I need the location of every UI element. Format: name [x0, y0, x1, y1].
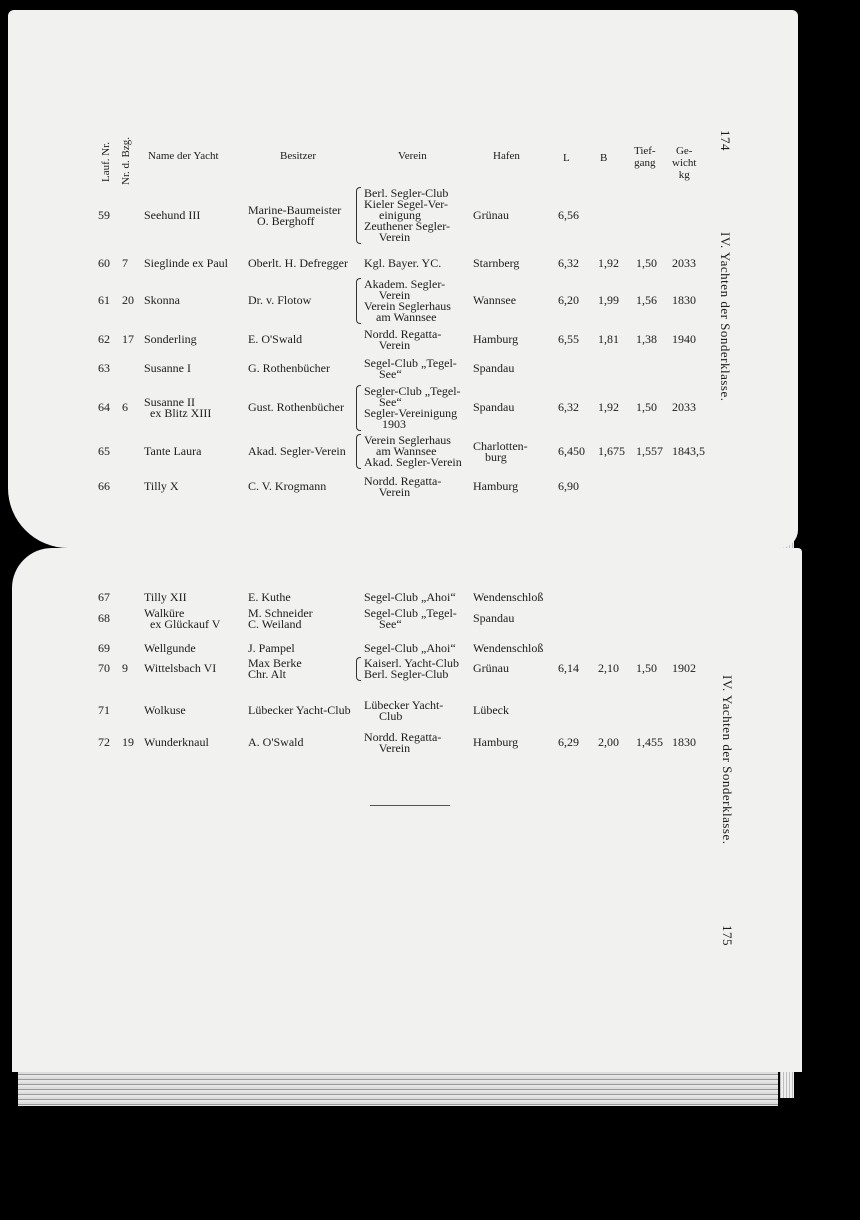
top-row-63-nr: 63	[98, 361, 110, 375]
top-row-62-name: Sonderling	[144, 332, 197, 346]
top-row-59-nr: 59	[98, 208, 110, 222]
top-row-60-tief: 1,50	[636, 256, 657, 270]
top-row-61-b: 1,99	[598, 293, 619, 307]
bottom-row-70-l: 6,14	[558, 661, 579, 675]
bottom-row-72-name: Wunderknaul	[144, 735, 209, 749]
top-row-64-hafen: Spandau	[473, 400, 515, 414]
top-row-61-tief: 1,56	[636, 293, 657, 307]
header-hafen: Hafen	[493, 150, 520, 162]
top-row-63-name: Susanne I	[144, 361, 191, 375]
top-row-61-nr: 61	[98, 293, 110, 307]
bottom-row-68-besitzer: M. Schneider C. Weiland	[248, 605, 313, 631]
top-row-59-name: Seehund III	[144, 208, 201, 222]
top-row-61-hafen: Wannsee	[473, 293, 517, 307]
bottom-row-68-hafen: Spandau	[473, 611, 515, 625]
bottom-row-70-gew: 1902	[672, 661, 696, 675]
top-row-66-besitzer: C. V. Krogmann	[248, 479, 327, 493]
top-row-65-hafen: Charlotten- burg	[473, 438, 528, 464]
bottom-row-71-nr: 71	[98, 703, 110, 717]
top-row-60-hafen: Starnberg	[473, 256, 520, 270]
bottom-row-68-name: Walküre ex Glückauf V	[144, 605, 221, 631]
header-name: Name der Yacht	[148, 150, 219, 162]
top-row-65-name: Tante Laura	[144, 444, 202, 458]
bottom-row-72-gew: 1830	[672, 735, 696, 749]
running-head-174: IV. Yachten der Sonderklasse.	[718, 232, 733, 402]
bottom-row-72-nr: 72	[98, 735, 110, 749]
bottom-row-67-name: Tilly XII	[144, 590, 187, 604]
top-row-62-hafen: Hamburg	[473, 332, 519, 346]
bottom-row-69-hafen: Wendenschloß	[473, 641, 544, 655]
top-row-66-verein: Nordd. Regatta- Verein	[364, 473, 442, 499]
header-besitzer: Besitzer	[280, 150, 317, 162]
bottom-row-71-name: Wolkuse	[144, 703, 186, 717]
bottom-row-72-bzg: 19	[122, 735, 134, 749]
top-row-64-besitzer: Gust. Rothenbücher	[248, 400, 344, 414]
running-head-175: IV. Yachten der Sonderklasse.	[720, 675, 735, 845]
bottom-row-70-besitzer: Max Berke Chr. Alt	[248, 655, 302, 681]
bottom-row-69-name: Wellgunde	[144, 641, 196, 655]
bottom-row-69-besitzer: J. Pampel	[248, 641, 295, 655]
top-row-60-b: 1,92	[598, 256, 619, 270]
top-row-62-gew: 1940	[672, 332, 696, 346]
top-row-60-l: 6,32	[558, 256, 579, 270]
page-number-174: 174	[718, 130, 733, 151]
top-row-60-verein: Kgl. Bayer. YC.	[364, 256, 442, 270]
bottom-row-72-verein: Nordd. Regatta- Verein	[364, 729, 442, 755]
top-row-60-nr: 60	[98, 256, 110, 270]
bottom-row-70-hafen: Grünau	[473, 661, 509, 675]
top-row-65-verein: Verein Seglerhaus am Wannsee Akad. Segler-Verein	[364, 433, 462, 469]
header-nr-bzg: Nr. d. Bzg.	[120, 137, 132, 185]
top-row-61-bzg: 20	[122, 293, 134, 307]
top-brace-61	[356, 278, 361, 324]
bottom-row-67-verein: Segel-Club „Ahoi“	[364, 590, 456, 604]
top-row-62-nr: 62	[98, 332, 110, 346]
top-row-62-l: 6,55	[558, 332, 579, 346]
end-rule	[370, 805, 450, 806]
top-row-61-name: Skonna	[144, 293, 180, 307]
bottom-row-69-nr: 69	[98, 641, 110, 655]
top-row-65-tief: 1,557	[636, 444, 663, 458]
top-row-65-nr: 65	[98, 444, 110, 458]
top-row-65-b: 1,675	[598, 444, 625, 458]
top-brace-65	[356, 434, 361, 469]
top-row-62-b: 1,81	[598, 332, 619, 346]
bottom-brace-70	[356, 657, 361, 681]
top-brace-64	[356, 385, 361, 431]
header-l: L	[563, 152, 570, 164]
bottom-row-70-name: Wittelsbach VI	[144, 661, 217, 675]
top-row-64-name: Susanne II ex Blitz XIII	[144, 394, 212, 420]
bottom-row-72-hafen: Hamburg	[473, 735, 519, 749]
bottom-row-71-hafen: Lübeck	[473, 703, 509, 717]
top-row-60-gew: 2033	[672, 256, 696, 270]
header-gewicht: Ge- wicht kg	[672, 145, 697, 181]
bottom-row-72-tief: 1,455	[636, 735, 663, 749]
top-row-59-hafen: Grünau	[473, 208, 509, 222]
top-row-66-nr: 66	[98, 479, 110, 493]
header-tiefgang: Tief- gang	[634, 145, 656, 169]
top-row-61-l: 6,20	[558, 293, 579, 307]
top-row-63-besitzer: G. Rothenbücher	[248, 361, 330, 375]
bottom-row-67-nr: 67	[98, 590, 110, 604]
top-row-64-verein: Segler-Club „Tegel- See“ Segler-Vereinigung 1903	[364, 383, 461, 431]
top-row-64-gew: 2033	[672, 400, 696, 414]
bottom-row-72-b: 2,00	[598, 735, 619, 749]
header-verein: Verein	[398, 150, 427, 162]
bottom-row-70-nr: 70	[98, 661, 110, 675]
bottom-row-68-verein: Segel-Club „Tegel- See“	[364, 605, 457, 631]
top-row-62-tief: 1,38	[636, 332, 657, 346]
page-number-175: 175	[720, 925, 735, 946]
bottom-row-71-besitzer: Lübecker Yacht-Club	[248, 703, 351, 717]
top-row-60-name: Sieglinde ex Paul	[144, 256, 228, 270]
top-row-60-bzg: 7	[122, 256, 128, 270]
top-row-61-gew: 1830	[672, 293, 696, 307]
bottom-row-71-verein: Lübecker Yacht- Club	[364, 697, 444, 723]
bottom-row-68-nr: 68	[98, 611, 110, 625]
top-row-65-besitzer: Akad. Segler-Verein	[248, 444, 346, 458]
bottom-row-72-besitzer: A. O'Swald	[248, 735, 304, 749]
top-row-64-l: 6,32	[558, 400, 579, 414]
bottom-row-70-tief: 1,50	[636, 661, 657, 675]
top-brace-59	[356, 187, 361, 244]
header-b: B	[600, 152, 608, 164]
top-row-63-verein: Segel-Club „Tegel- See“	[364, 355, 457, 381]
header-lauf-nr: Lauf. Nr.	[100, 141, 112, 182]
top-row-66-hafen: Hamburg	[473, 479, 519, 493]
top-row-64-bzg: 6	[122, 400, 128, 414]
top-row-61-besitzer: Dr. v. Flotow	[248, 293, 312, 307]
top-row-66-name: Tilly X	[144, 479, 179, 493]
bottom-row-72-l: 6,29	[558, 735, 579, 749]
top-row-61-verein: Akadem. Segler- Verein Verein Seglerhaus am Wannsee	[364, 276, 451, 324]
bottom-row-69-verein: Segel-Club „Ahoi“	[364, 641, 456, 655]
bottom-row-70-b: 2,10	[598, 661, 619, 675]
top-row-64-b: 1,92	[598, 400, 619, 414]
top-row-62-verein: Nordd. Regatta- Verein	[364, 326, 442, 352]
top-row-65-gew: 1843,5	[672, 444, 705, 458]
bottom-row-67-hafen: Wendenschloß	[473, 590, 544, 604]
top-row-59-verein: Berl. Segler-Club Kieler Segel-Ver- einigung Zeuthener Segler- Verein	[364, 186, 451, 244]
top-row-63-hafen: Spandau	[473, 361, 515, 375]
top-row-62-besitzer: E. O'Swald	[248, 332, 303, 346]
top-row-64-tief: 1,50	[636, 400, 657, 414]
top-row-60-besitzer: Oberlt. H. Defregger	[248, 256, 348, 270]
top-row-59-besitzer: Marine-Baumeister O. Berghoff	[248, 202, 342, 228]
bottom-row-70-bzg: 9	[122, 661, 128, 675]
bottom-row-70-verein: Kaiserl. Yacht-Club Berl. Segler-Club	[364, 655, 459, 681]
book-page-edges	[18, 1072, 778, 1106]
top-row-62-bzg: 17	[122, 332, 134, 346]
bottom-row-67-besitzer: E. Kuthe	[248, 590, 291, 604]
top-row-64-nr: 64	[98, 400, 110, 414]
top-row-59-l: 6,56	[558, 208, 579, 222]
top-row-65-l: 6,450	[558, 444, 585, 458]
top-row-66-l: 6,90	[558, 479, 579, 493]
